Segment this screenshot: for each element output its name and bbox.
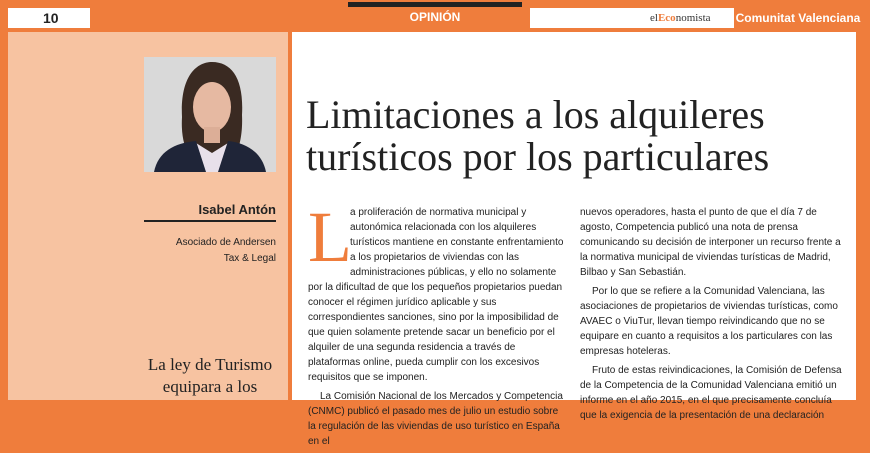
paragraph: a proliferación de normativa municipal y autonómica relacionada con los alquileres turísticos mantiene en constante enfrentamiento a los propietarios de viviendas con las administraciones públicas, y ello no solamente por la dificultad de que los pequeños propietarios puedan conocer el régimen jurídico aplicable y sus correspondientes sanciones, sino por la imposibilidad de que quien solamente pretende sacar un beneficio por el alquiler de una segunda residencia a través de plataformas online, pueda cumplir con los excesivos requisitos que se imponen. <box>308 207 564 383</box>
paragraph: nuevos operadores, hasta el punto de que el día 7 de agosto, Competencia publicó una nota de prensa comunicando su decisión de interponer un recurso frente a la normativa municipal de viviendas turísticas de Madrid, Bilbao y San Sebastián. <box>580 207 841 278</box>
author-photo <box>144 57 276 172</box>
pull-quote: La ley de Turismo equipara a los <box>147 355 273 396</box>
article-title: Limitaciones a los alquileres turísticos por los particulares <box>306 92 770 179</box>
drop-cap: L <box>308 197 352 277</box>
article-column-1 <box>308 197 564 453</box>
author-portrait-image <box>144 57 276 172</box>
edition-label: Comunitat Valenciana <box>734 8 862 28</box>
paragraph: Por lo que se refiere a la Comunidad Valenciana, las asociaciones de propietarios de viviendas turísticas, como AVAEC o ViuTur, llevan tiempo reivindicando que no se equipare en cuanto a requisitos a los particulares con las empresas hoteleras. <box>580 286 838 357</box>
page-number: 10 <box>8 8 90 28</box>
masthead-strip <box>530 8 862 28</box>
author-sidebar <box>8 32 288 400</box>
author-role: Asociado de Andersen Tax & Legal <box>175 237 276 264</box>
article-column-2 <box>580 205 848 427</box>
author-divider <box>144 220 276 222</box>
paragraph: La Comisión Nacional de los Mercados y Competencia (CNMC) publicó el pasado mes de julio un estudio sobre la regulación de las viviendas de uso turístico en España en el <box>308 391 563 447</box>
article-body <box>292 32 856 447</box>
section-tab: OPINIÓN <box>348 2 522 29</box>
brand-logo: elEconomista <box>650 12 711 24</box>
author-name: Isabel Antón <box>198 202 276 217</box>
paragraph: Fruto de estas reivindicaciones, la Comisión de Defensa de la Competencia de la Comunidad Valenciana emitió un informe en el año 2015, en el que precisamente concluía que la exigencia de la presentación de una declaración <box>580 365 842 421</box>
page-header <box>0 0 870 32</box>
